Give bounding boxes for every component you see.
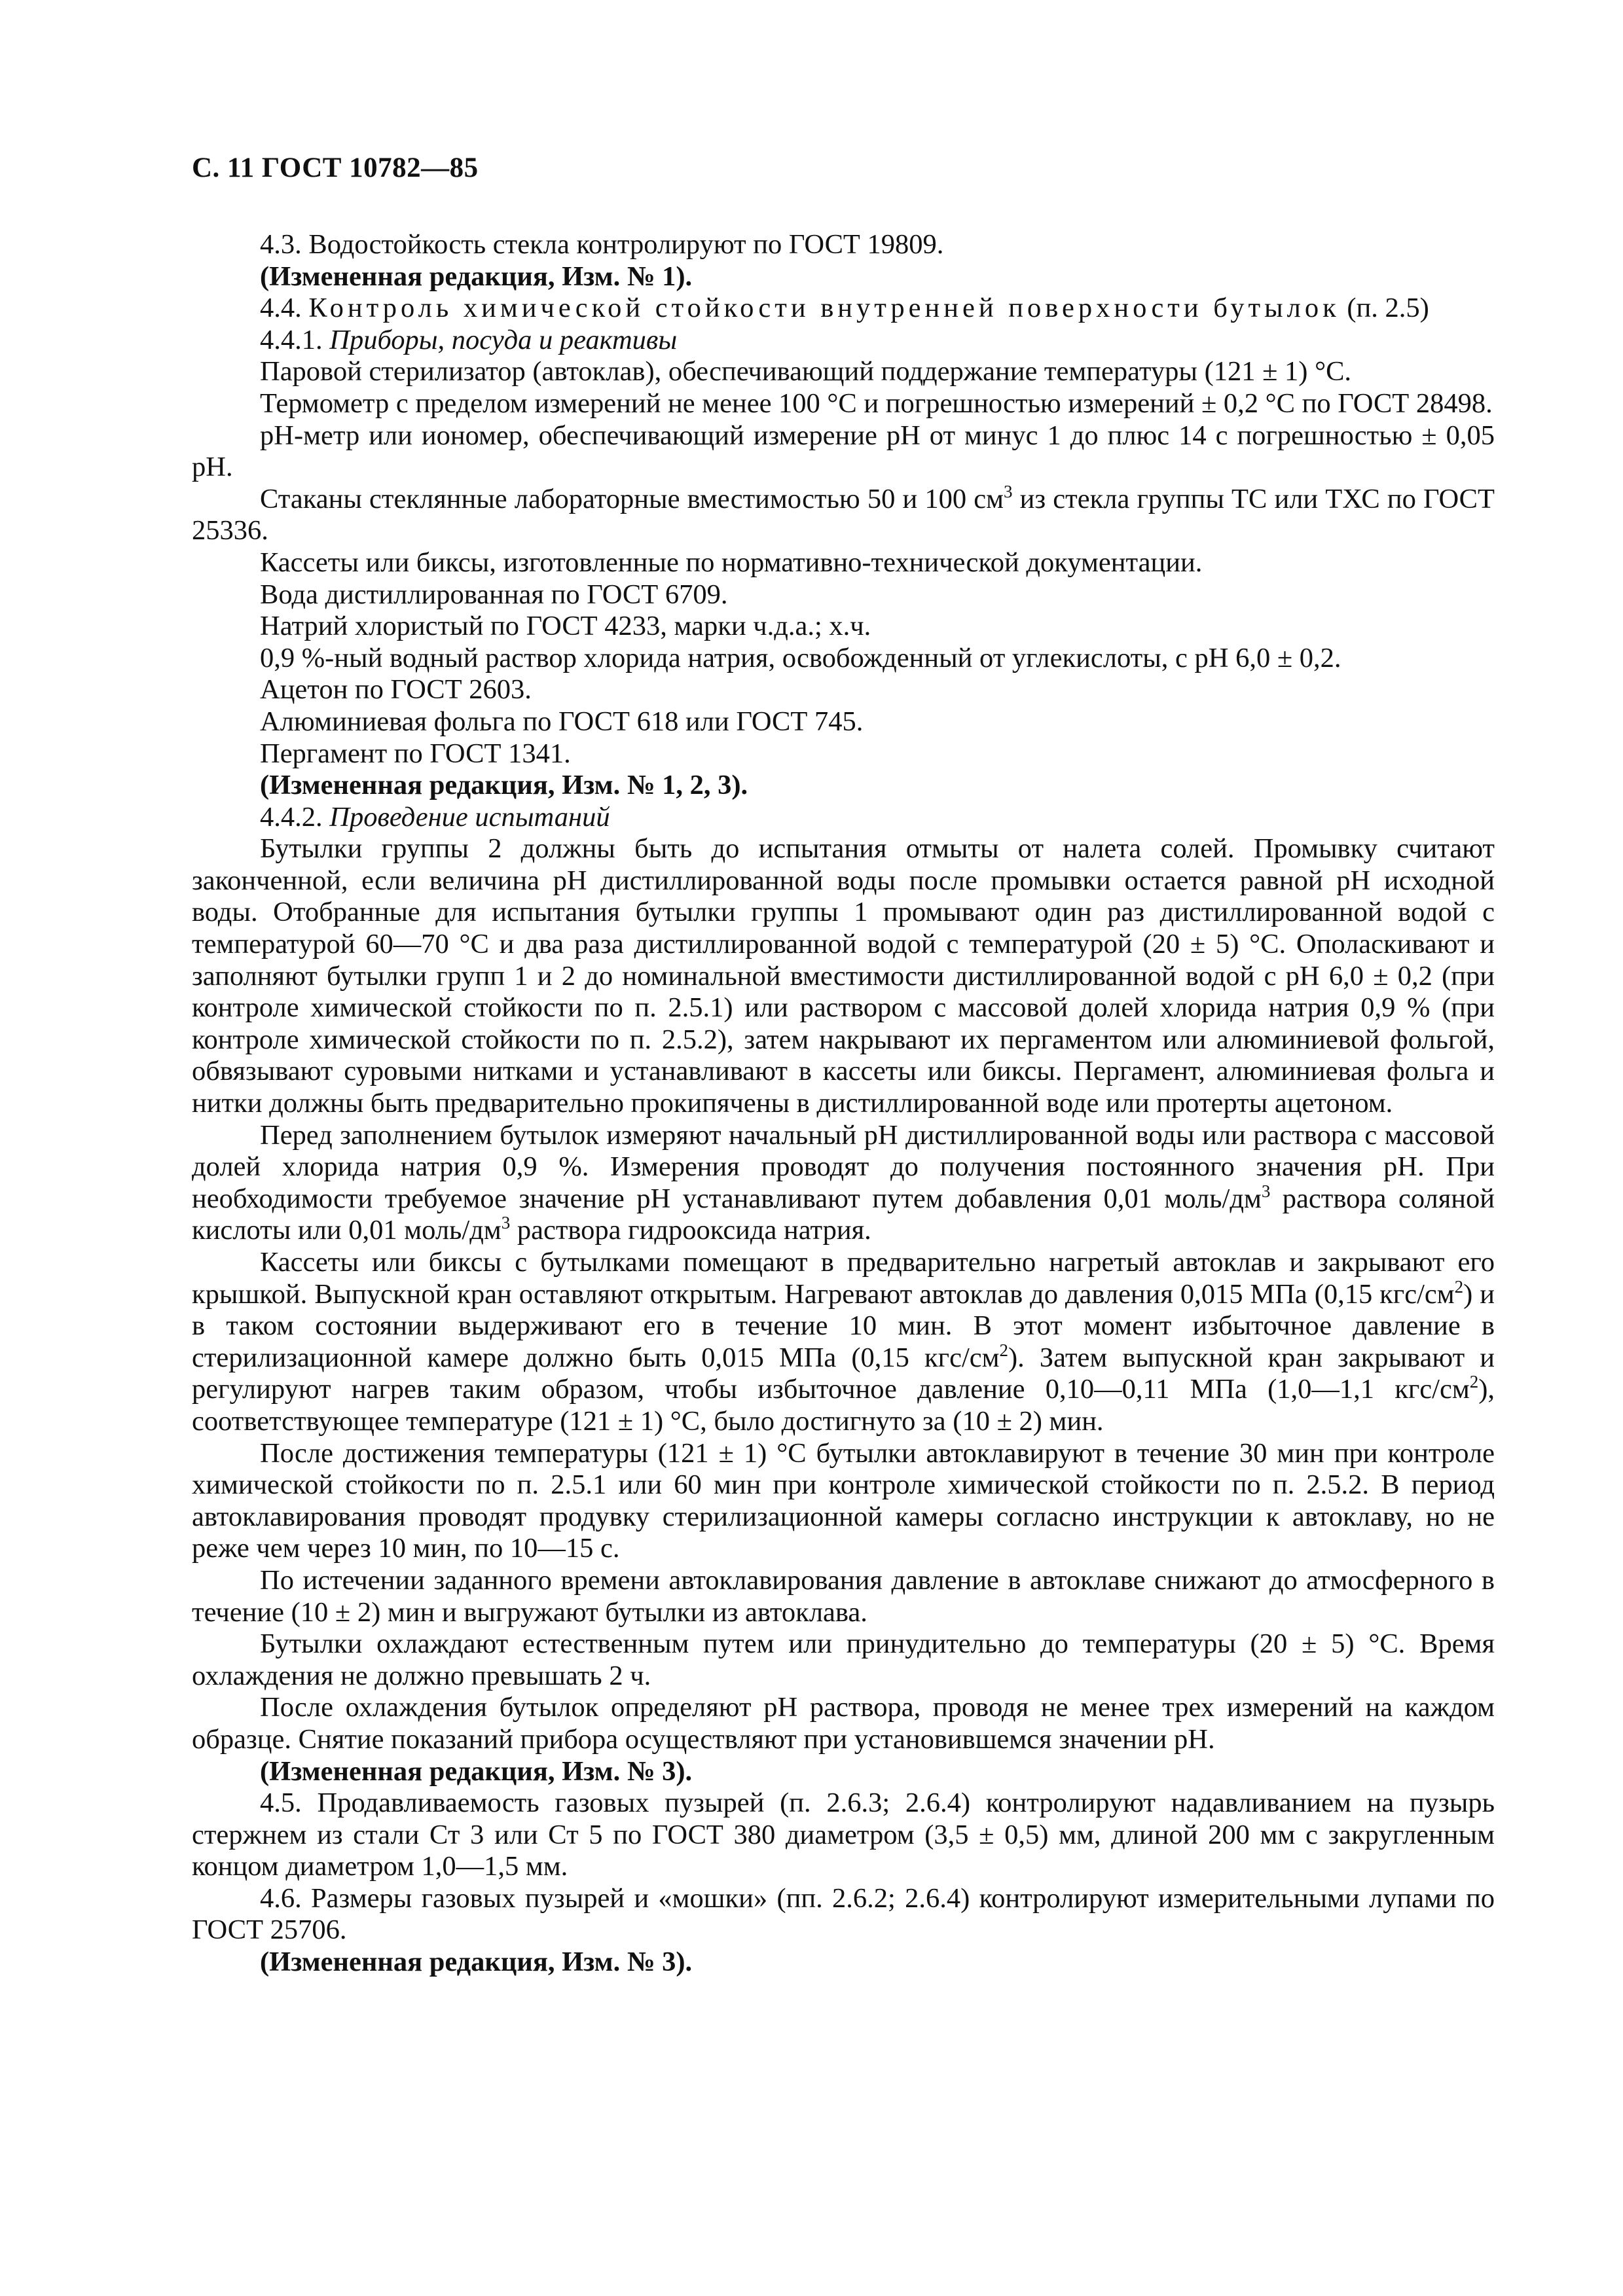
amendment-note: (Измененная редакция, Изм. № 3). bbox=[260, 1946, 693, 1978]
page-header: С. 11 ГОСТ 10782—85 bbox=[192, 152, 479, 183]
reagent-item: Натрий хлористый по ГОСТ 4233, марки ч.д.а.; х.ч. bbox=[260, 611, 871, 642]
clause-title: Контроль химической стойкости внутренней поверхности бутылок bbox=[308, 293, 1340, 324]
body-paragraph: После достижения температуры (121 ± 1) °С бутылки автоклавируют в течение 30 мин при контроле химической стойкости по п. 2.5.1 или 60 мин при контроле химической стойкости по п. 2.5.2. В период автоклавирования проводят продувку стерилизационной камеры согласно инструкции к автоклаву, но не реже чем через 10 мин, по 10—15 с. bbox=[192, 1437, 1495, 1564]
equipment-item: Паровой стерилизатор (автоклав), обеспечивающий поддержание температуры (121 ± 1) °С. bbox=[260, 356, 1352, 387]
body-paragraph: По истечении заданного времени автоклавирования давление в автоклаве снижают до атмосферного в течение (10 ± 2) мин и выгружают бутылки из автоклава. bbox=[192, 1564, 1495, 1628]
reagent-item: Пергамент по ГОСТ 1341. bbox=[260, 738, 571, 769]
clause-4-4-1 bbox=[192, 325, 1495, 357]
reagent-item: 0,9 %-ный водный раствор хлорида натрия, освобожденный от углекислоты, с pH 6,0 ± 0,2. bbox=[260, 642, 1341, 673]
body-paragraph: Перед заполнением бутылок измеряют начальный pH дистиллированной воды или раствора с массовой долей хлорида натрия 0,9 %. Измерения проводят до получения постоянного значения pH. При необходимости требуемое значение pH устанавливают путем добавления 0,01 моль/$дм^3$ раствора соляной кислоты или 0,01 моль/$дм^3$ раствора гидрооксида натрия. bbox=[192, 1119, 1495, 1246]
reagent-item: Вода дистиллированная по ГОСТ 6709. bbox=[260, 579, 728, 610]
clause-number: 4.4.1. bbox=[260, 324, 330, 355]
clause-4-4 bbox=[192, 293, 1495, 325]
equipment-item: pH-метр или иономер, обеспечивающий измерение pH от минус 1 до плюс 14 с погрешностью ± 0,05 pH. bbox=[192, 420, 1495, 483]
clause-title: Приборы, посуда и реактивы bbox=[329, 324, 678, 355]
amendment-note: (Измененная редакция, Изм. № 1). bbox=[260, 260, 693, 292]
clause-title: Проведение испытаний bbox=[329, 801, 610, 833]
clause-reference: (п. 2.5) bbox=[1340, 293, 1429, 324]
equipment-item: Стаканы стеклянные лабораторные вместимостью 50 и 100 $см^3$ из стекла группы ТС или ТХС по ГОСТ 25336. bbox=[192, 481, 1495, 547]
body-paragraph: Бутылки охлаждают естественным путем или принудительно до температуры (20 ± 5) °С. Время охлаждения не должно превышать 2 ч. bbox=[192, 1628, 1495, 1691]
clause-number: 4.4.2. bbox=[260, 801, 330, 833]
reagent-item: Ацетон по ГОСТ 2603. bbox=[260, 674, 532, 706]
amendment-note: (Измененная редакция, Изм. № 3). bbox=[260, 1755, 693, 1787]
body-paragraph: Бутылки группы 2 должны быть до испытания отмыты от налета солей. Промывку считают законченной, если величина pH дистиллированной воды после промывки остается равной pH исходной воды. Отобранные для испытания бутылки группы 1 промывают один раз дистиллированной водой с температурой 60—70 °С и два раза дистиллированной водой с температурой (20 ± 5) °С. Ополаскивают и заполняют бутылки групп 1 и 2 до номинальной вместимости дистиллированной водой с pH 6,0 ± 0,2 (при контроле химической стойкости по п. 2.5.1) или раствором с массовой долей хлорида натрия 0,9 % (при контроле химической стойкости по п. 2.5.2), затем накрывают их пергаментом или алюминиевой фольгой, обвязывают суровыми нитками и устанавливают в кассеты или биксы. Пергамент, алюминиевая фольга и нитки должны быть предварительно прокипячены в дистиллированной воде или протерты ацетоном. bbox=[192, 833, 1495, 1119]
clause-4-5: 4.5. Продавливаемость газовых пузырей (п. 2.6.3; 2.6.4) контролируют надавливанием на пузырь стержнем из стали Ст 3 или Ст 5 по ГОСТ 380 диаметром (3,5 ± 0,5) мм, длиной 200 мм с закругленным концом диаметром 1,0—1,5 мм. bbox=[192, 1787, 1495, 1882]
clause-4-4-2 bbox=[192, 802, 1495, 834]
clause-4-3: 4.3. Водостойкость стекла контролируют по ГОСТ 19809. bbox=[260, 229, 944, 260]
body-paragraph: Кассеты или биксы с бутылками помещают в предварительно нагретый автоклав и закрывают его крышкой. Выпускной кран оставляют открытым. Нагревают автоклав до давления 0,015 МПа (0,15 кгс/$см^2$) и в таком состоянии выдерживают его в течение 10 мин. В этот момент избыточное давление в стерилизационной камере должно быть 0,015 МПа (0,15 кгс/$см^2$). Затем выпускной кран закрывают и регулируют нагрев таким образом, чтобы избыточное давление 0,10—0,11 МПа (1,0—1,1 кгс/$см^2$), соответствующее температуре (121 ± 1) °С, было достигнуто за (10 ± 2) мин. bbox=[192, 1247, 1495, 1437]
clause-4-6: 4.6. Размеры газовых пузырей и «мошки» (пп. 2.6.2; 2.6.4) контролируют измерительными лупами по ГОСТ 25706. bbox=[192, 1882, 1495, 1946]
reagent-item: Алюминиевая фольга по ГОСТ 618 или ГОСТ 745. bbox=[260, 706, 864, 737]
equipment-item: Термометр с пределом измерений не менее 100 °С и погрешностью измерений ± 0,2 °С по ГОСТ 28498. bbox=[260, 387, 1493, 419]
equipment-item: Кассеты или биксы, изготовленные по нормативно-технической документации. bbox=[260, 547, 1203, 578]
document-body bbox=[192, 229, 1495, 1979]
clause-number: 4.4. bbox=[260, 293, 309, 324]
body-paragraph: После охлаждения бутылок определяют pH раствора, проводя не менее трех измерений на каждом образце. Снятие показаний прибора осуществляют при установившемся значении pH. bbox=[192, 1692, 1495, 1755]
amendment-note: (Измененная редакция, Изм. № 1, 2, 3). bbox=[260, 770, 748, 801]
